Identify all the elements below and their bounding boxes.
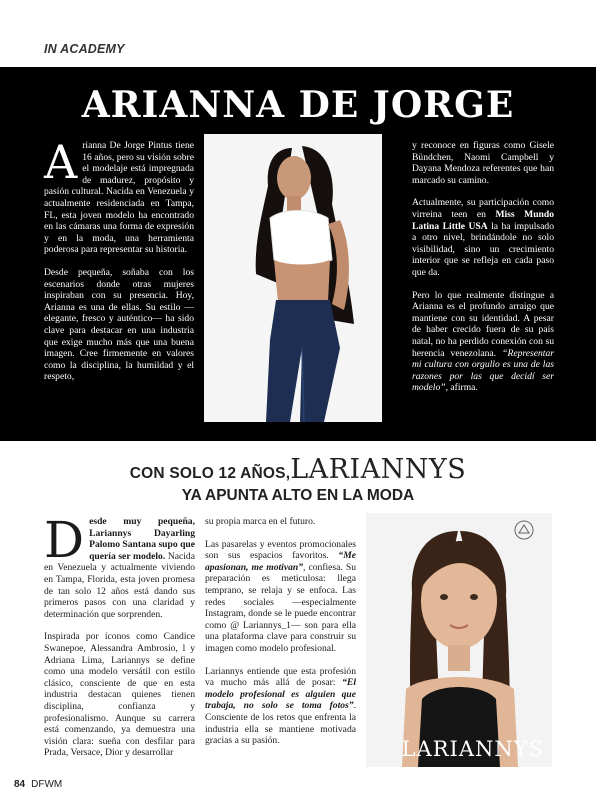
article1-column-1 bbox=[44, 135, 194, 394]
text-span: . Consciente de los retos que enfrenta la industria ella se mantiene motivada gracias a su pasión. bbox=[205, 700, 356, 747]
text-span: , afirma. bbox=[445, 382, 478, 394]
girl-portrait-illustration bbox=[366, 513, 552, 767]
pageant-title: Miss Mundo Latina Little USA bbox=[412, 208, 555, 232]
pull-quote: “Representar mi cultura con orgullo es una de las razones por las que decidí ser modelo” bbox=[412, 347, 554, 394]
article-title: ARIANNA DE JORGE bbox=[81, 84, 515, 126]
article1-paragraph: Desde pequeña, soñaba con los escenarios donde otras mujeres inspiraban con su presencia. Hoy, Arianna es una de ellas. Su estilo —elegante, fresco y auténtico— ha sido clave para destacar en una industria que exige mucho más que una buena imagen. Cree firmemente en valores como la disciplina, la humildad y el respeto, bbox=[44, 266, 194, 383]
dropcap: D bbox=[44, 511, 85, 569]
publication-name: DFWM bbox=[31, 779, 63, 790]
article2-column-2 bbox=[205, 516, 356, 758]
article2-subhead: YA APUNTA ALTO EN LA MODA bbox=[181, 487, 415, 504]
academy-logo bbox=[504, 519, 544, 546]
article1-paragraph-text: rianna De Jorge Pintus tiene 16 años, pero su visión sobre el modelaje está impregnada de madurez, propósito y pasión cultural. Nacida en Venezuela y actualmente residenciada en Tampa, FL, esta joven modelo ha encontrado en las cámaras una forma de expresión y en la moda, una herramienta poderosa para representar su historia. bbox=[44, 140, 194, 256]
text-span: Nacida en Venezuela y actualmente viviendo en Tampa, Florida, esta joven promesa de tan solo 12 años está dando sus primeros pasos con una claridad y determinación que sorprenden. bbox=[44, 550, 195, 620]
dropcap: A bbox=[44, 135, 78, 189]
article1-paragraph bbox=[44, 135, 194, 256]
headline-small: CON SOLO 12 AÑOS, bbox=[129, 465, 291, 482]
article1-column-2 bbox=[412, 140, 554, 405]
article1-paragraph bbox=[412, 197, 554, 278]
article2-paragraph: su propia marca en el futuro. bbox=[205, 516, 316, 527]
text-span: Lariannys entiende que esta profesión va mucho más allá de posar: bbox=[205, 665, 356, 689]
pull-quote: “El modelo profesional es alguien que trabaja, no solo se toma fotos” bbox=[205, 677, 356, 712]
article2-paragraph bbox=[205, 666, 356, 747]
article1-paragraph bbox=[412, 290, 554, 394]
photo-caption-name: LARIANNYS bbox=[401, 737, 544, 761]
text-span: Pero lo que realmente distingue a Arianna es el profundo arraigo que mantiene con su identidad. A pesar de haber crecido fuera de su país natal, no ha perdido conexión con su herencia venezolana. bbox=[412, 289, 554, 359]
article2-headline bbox=[0, 454, 596, 485]
text-span: Actualmente, su participación como virreina teen en bbox=[412, 197, 554, 220]
article2-paragraph: Inspirada por íconos como Candice Swanepoe, Alessandra Ambrosio, l y Adriana Lima, Lariannys se define como una modelo versátil con estilo clásico, consciente de que en esta industria destacan quienes tienen disciplina, confianza y profesionalismo. Aunque su carrera está comenzando, ya demuestra una visión clara: sueña con desfilar para Prada, Versace, Dior y desarrollar bbox=[44, 631, 195, 759]
logo-emblem-icon bbox=[513, 519, 535, 541]
page-number: 84 bbox=[14, 779, 26, 790]
pull-quote: “Me apasionan, me motivan” bbox=[205, 550, 356, 573]
section-tag: IN ACADEMY bbox=[44, 42, 125, 56]
article1-paragraph: y reconoce en figuras como Gisele Bündchen, Naomi Campbell y Dayana Mendoza referentes que han marcado su camino. bbox=[412, 140, 554, 186]
page-footer bbox=[14, 779, 62, 790]
portrait-photo-lariannys bbox=[366, 513, 552, 767]
article2-paragraph bbox=[205, 539, 356, 655]
text-span: , confiesa. Su preparación es meticulosa: llega temprano, se relaja y se enfoca. Las redes sociales —especialmente Instagram, donde se le puede encontrar como @ Lariannys_1— son para ella una plataforma clave para construir su imagen como modelo profesional. bbox=[205, 561, 356, 654]
lead-in-bold: esde muy pequeña, Lariannys Dayarling Palomo Santana supo que quería ser modelo. bbox=[89, 516, 195, 562]
text-span: Las pasarelas y eventos promocionales son sus espacios favoritos. bbox=[205, 538, 356, 562]
article2-column-1 bbox=[44, 511, 195, 770]
model-figure-illustration bbox=[204, 134, 382, 422]
text-span: la ha impulsado a otro nivel, brindándole no solo visibilidad, sino un crecimiento interior que se refleja en cada paso que da. bbox=[412, 220, 554, 278]
headline-big: LARIANNYS bbox=[290, 454, 467, 485]
portrait-photo-arianna bbox=[204, 134, 382, 422]
article2-paragraph bbox=[44, 511, 195, 620]
